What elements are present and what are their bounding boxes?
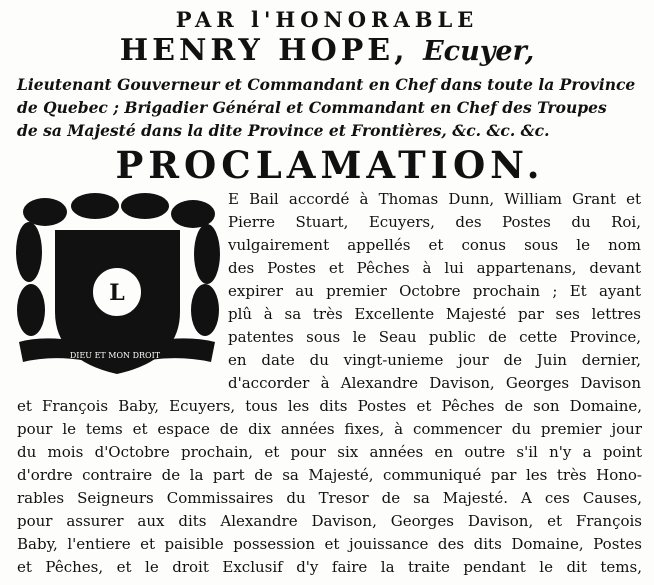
body-line: patentes sous le Seau public de cette Province,	[228, 328, 641, 346]
body-line: d'accorder à Alexandre Davison, Georges Davison	[228, 374, 641, 392]
royal-crest-ornament	[15, 192, 220, 392]
crest-ribbon-motto: DIEU ET MON DROIT	[69, 351, 161, 360]
heading-par-honorable: PAR l'HONORABLE	[175, 7, 479, 32]
body-line: du mois d'Octobre prochain, et pour six années en outre s'il n'y a point	[17, 443, 642, 461]
body-line: en date du vingt-unieme jour de Juin dernier,	[228, 351, 641, 369]
body-line: vulgairement appellés et conus sous le nom	[228, 236, 641, 254]
body-line: et François Baby, Ecuyers, tous les dits Postes et Pêches de son Domaine,	[17, 397, 642, 415]
title-line-2: de Quebec ; Brigadier Général et Commandant en Chef des Troupes	[17, 98, 607, 117]
proclamation-title: PROCLAMATION.	[115, 143, 545, 187]
body-line: expirer au premier Octobre prochain ; Et ayant	[228, 282, 641, 300]
heading-name-text: HENRY HOPE,	[119, 33, 409, 68]
body-line: Pierre Stuart, Ecuyers, des Postes du Roi,	[228, 213, 641, 231]
body-line: pour le tems et espace de dix années fixes, à commencer du premier jour	[17, 420, 642, 438]
body-line: plû à sa très Excellente Majesté par ses lettres	[228, 305, 641, 323]
body-line: rables Seigneurs Commissaires du Tresor de sa Majesté. A ces Causes,	[17, 489, 642, 507]
heading-name	[0, 33, 654, 68]
body-line: E Bail accordé à Thomas Dunn, William Grant et	[228, 190, 641, 208]
body-line: et Pêches, et le droit Exclusif d'y faire la traite pendant le dit tems,	[17, 558, 642, 576]
body-line: Baby, l'entiere et paisible possession et jouissance des dits Domaine, Postes	[17, 535, 642, 553]
title-line-3: de sa Majesté dans la dite Province et Frontières, &c. &c. &c.	[17, 121, 550, 140]
body-line: des Postes et Pêches à lui appartenans, devant	[228, 259, 641, 277]
heading-ecuyer: Ecuyer,	[423, 36, 535, 67]
body-line: d'ordre contraire de la part de sa Majesté, communiqué par les très Hono-	[17, 466, 642, 484]
title-line-1: Lieutenant Gouverneur et Commandant en Chef dans toute la Province	[17, 75, 636, 94]
crest-monogram: L	[109, 280, 125, 306]
body-line: pour assurer aux dits Alexandre Davison, Georges Davison, et François	[17, 512, 642, 530]
